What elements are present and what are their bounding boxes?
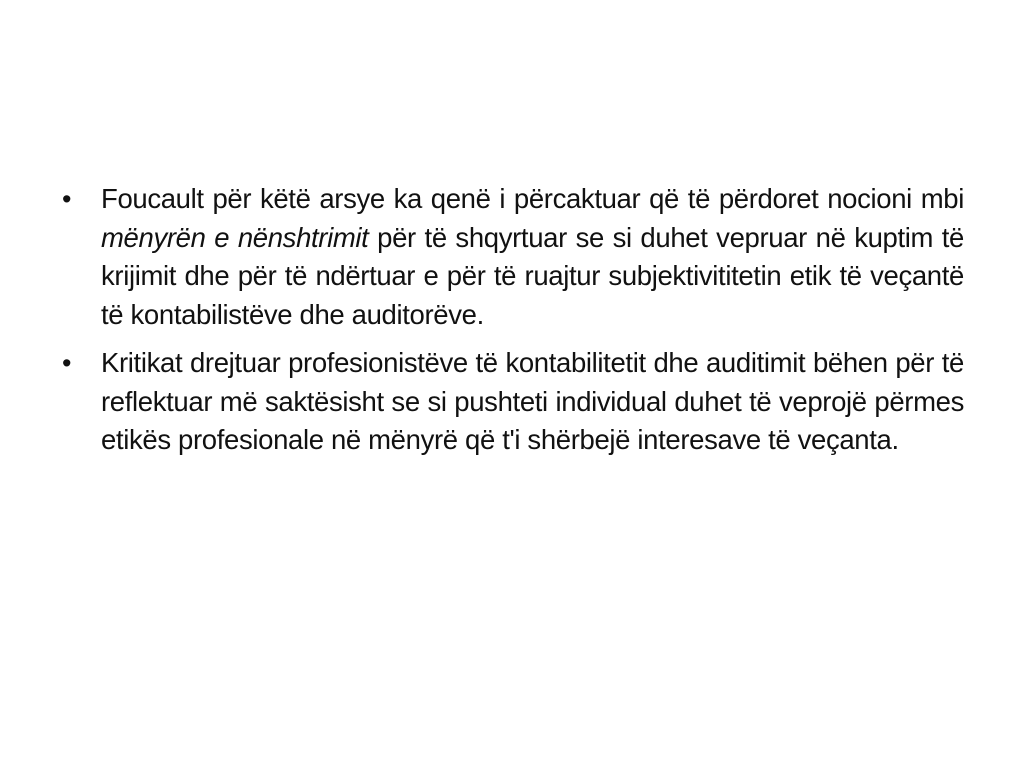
bullet-text-italic: mënyrën e nënshtrimit <box>101 221 369 253</box>
bullet-text-end: për të shqyrtuar se si duhet vepruar në kuptim të krijimit dhe për të ndërtuar e për të ruajtur subjektivititetin etik të veçantë të kontabilistëve dhe auditorëve. <box>101 221 964 330</box>
bullet-text-start: Foucault për këtë arsye ka qenë i përcaktuar që të përdoret nocioni mbi <box>101 183 964 214</box>
bullet-icon: • <box>62 348 72 378</box>
bullet-icon: • <box>62 184 72 214</box>
bullet-item-foucault <box>62 180 964 334</box>
bullet-list <box>62 180 964 470</box>
bullet-text: Kritikat drejtuar profesionistëve të kontabilitetit dhe auditimit bëhen për të reflektuar më saktësisht se si pushteti individual duhet të veprojë përmes etikës profesionale në mënyrë që t'i shërbejë interesave të veçanta. <box>101 347 964 455</box>
bullet-item-kritikat <box>62 344 964 460</box>
